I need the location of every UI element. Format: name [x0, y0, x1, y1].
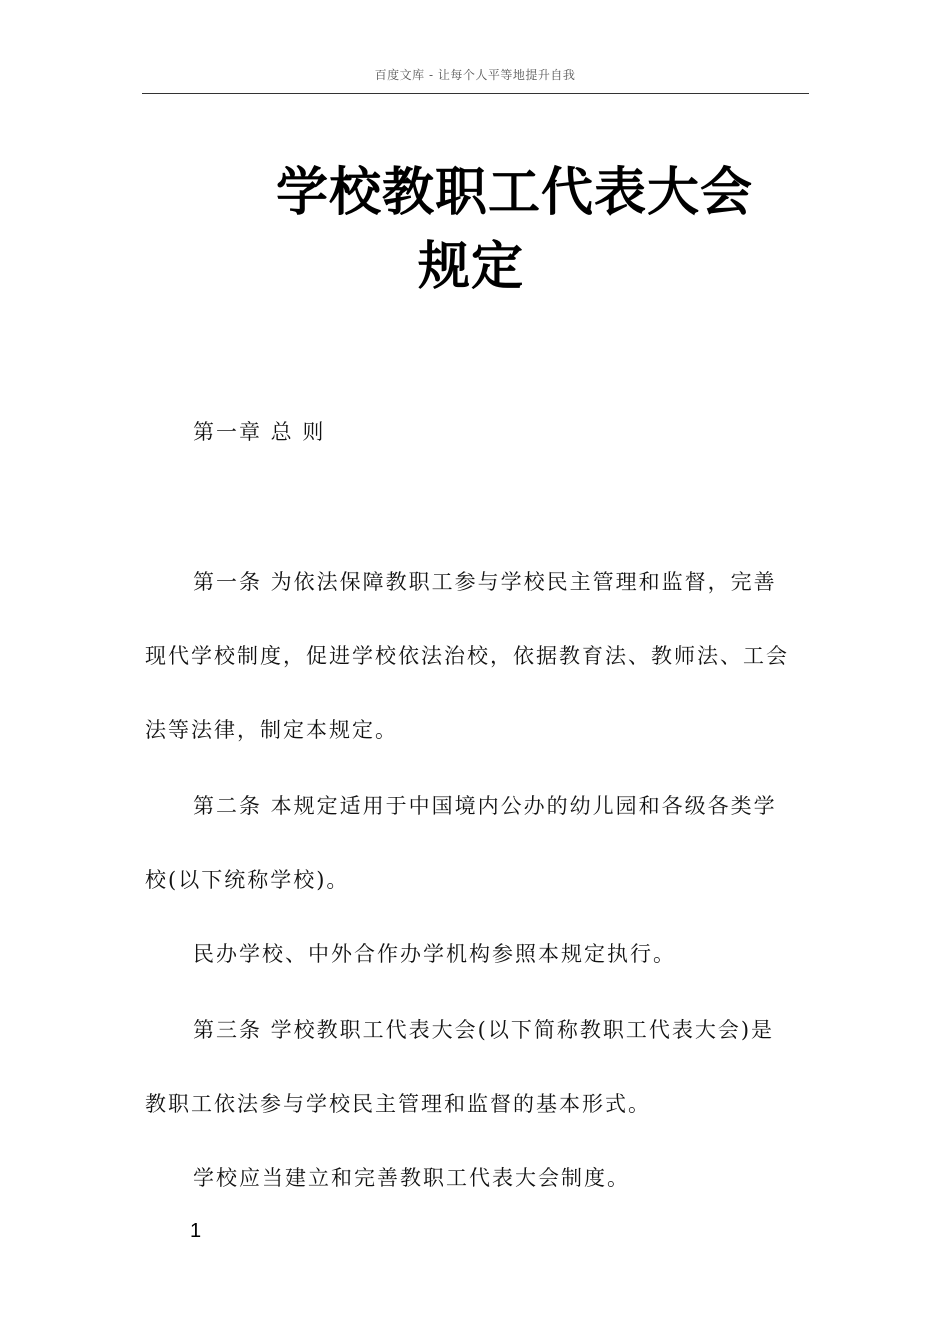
page-header: 百度文库 - 让每个人平等地提升自我 [374, 68, 576, 82]
page-number: 1 [190, 1220, 202, 1242]
body-line: 第一条 为依法保障教职工参与学校民主管理和监督，完善 [193, 570, 777, 594]
document-title-line-1: 学校教职工代表大会 [276, 163, 754, 223]
body-line: 现代学校制度，促进学校依法治校，依据教育法、教师法、工会 [145, 644, 789, 668]
chapter-heading: 第一章 总 则 [193, 420, 326, 444]
body-line: 教职工依法参与学校民主管理和监督的基本形式。 [145, 1092, 651, 1116]
body-line: 第二条 本规定适用于中国境内公办的幼儿园和各级各类学 [193, 794, 777, 818]
header-divider [142, 93, 809, 94]
body-line: 第三条 学校教职工代表大会(以下简称教职工代表大会)是 [193, 1018, 775, 1042]
document-title-line-2: 规定 [418, 237, 525, 297]
body-line: 法等法律，制定本规定。 [145, 718, 398, 742]
body-line: 学校应当建立和完善教职工代表大会制度。 [193, 1166, 630, 1190]
body-line: 校(以下统称学校)。 [145, 868, 350, 892]
body-line: 民办学校、中外合作办学机构参照本规定执行。 [193, 942, 676, 966]
